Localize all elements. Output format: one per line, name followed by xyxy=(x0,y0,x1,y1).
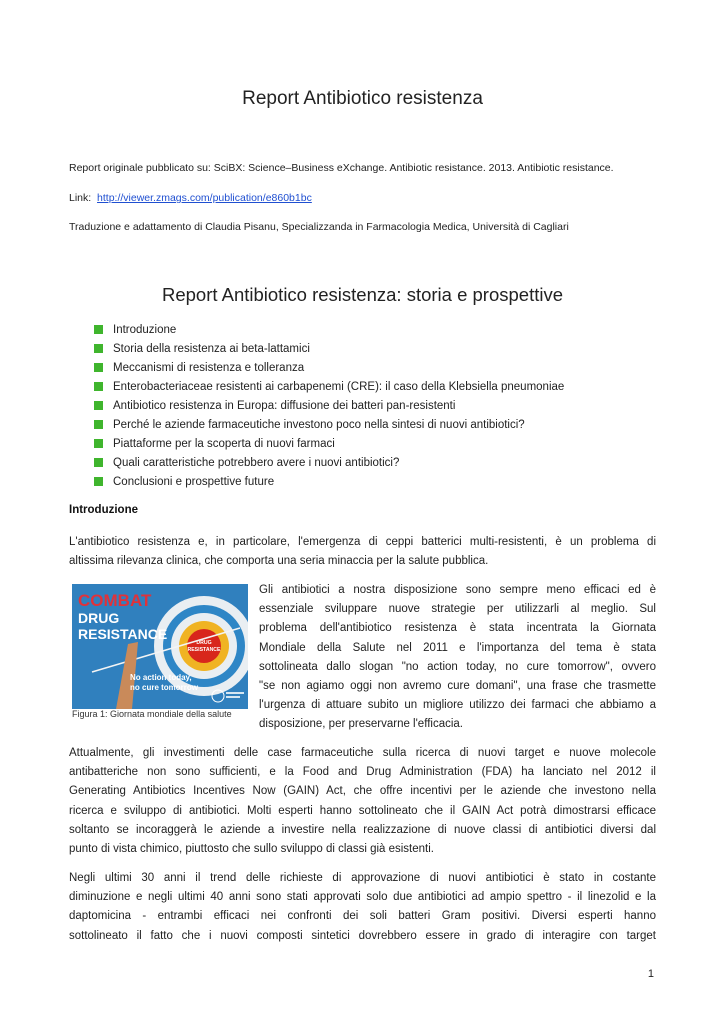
green-square-bullet-icon xyxy=(94,325,103,334)
section-heading: Introduzione xyxy=(69,504,138,516)
figure-slogan-2: no cure tomorrow xyxy=(130,683,199,692)
figure-slogan-1: No action today, xyxy=(130,673,192,682)
page-number: 1 xyxy=(647,968,654,980)
green-square-bullet-icon xyxy=(94,401,103,410)
target-label-1: DRUG xyxy=(196,640,212,646)
figure-caption: Figura 1: Giornata mondiale della salute xyxy=(72,709,232,719)
approval-trend-paragraph: Negli ultimi 30 anni il trend delle richieste di approvazione di nuovi antibiotici è stato in costante diminuzione e negli ultimi 40 anni sono stati approvati solo due antibiotici ad ampio spettro - il linezolid e la daptomicina - entrambi efficaci nei confronti dei soli batteri Gram positivi. Diversi esperti hanno sottolineato il fatto che i nuovi composti sintetici dovrebbero essere in grado di interagire con target xyxy=(69,872,656,942)
green-square-bullet-icon xyxy=(94,382,103,391)
translation-credit: Traduzione e adattamento di Claudia Pisanu, Specializzanda in Farmacologia Medica, Università di Cagliari xyxy=(69,221,569,233)
green-square-bullet-icon xyxy=(94,420,103,429)
report-subtitle: Report Antibiotico resistenza: storia e prospettive xyxy=(161,284,564,305)
toc-item: Conclusioni e prospettive future xyxy=(94,472,564,491)
target-label-2: RESISTANCE xyxy=(187,647,221,653)
table-of-contents xyxy=(94,320,564,491)
figure-word-drug: DRUG xyxy=(78,610,120,626)
toc-item: Quali caratteristiche potrebbero avere i nuovi antibiotici? xyxy=(94,453,564,472)
toc-item: Storia della resistenza ai beta-lattamici xyxy=(94,339,564,358)
figure-word-resistance: RESISTANCE xyxy=(78,626,168,642)
toc-item: Perché le aziende farmaceutiche investono poco nella sintesi di nuovi antibiotici? xyxy=(94,415,564,434)
publication-link[interactable]: http://viewer.zmags.com/publication/e860b1bc xyxy=(97,192,312,204)
link-line xyxy=(69,192,312,204)
green-square-bullet-icon xyxy=(94,363,103,372)
toc-item: Piattaforme per la scoperta di nuovi farmaci xyxy=(94,434,564,453)
intro-paragraph: L'antibiotico resistenza e, in particolare, l'emergenza di ceppi batterici multi-resistenti, è un problema di altissima rilevanza clinica, che comporta una seria minaccia per la salute pubblica. xyxy=(69,536,656,568)
link-label: Link: xyxy=(69,192,92,204)
world-health-day-figure xyxy=(72,584,248,709)
green-square-bullet-icon xyxy=(94,477,103,486)
green-square-bullet-icon xyxy=(94,458,103,467)
toc-item: Antibiotico resistenza in Europa: diffusione dei batteri pan-resistenti xyxy=(94,396,564,415)
toc-item: Introduzione xyxy=(94,320,564,339)
toc-item: Meccanismi di resistenza e tolleranza xyxy=(94,358,564,377)
gain-act-paragraph: Attualmente, gli investimenti delle case farmaceutiche sulla ricerca di nuovi target e nuove molecole antibatteriche non sono sufficienti, e la Food and Drug Administration (FDA) ha lanciato nel 2012 il Generating Antibiotics Incentives Now (GAIN) Act, che offre incentivi per le aziende che investono nella ricerca e sviluppo di antibiotici. Molti esperti hanno sottolineato che il GAIN Act potrà dimostrarsi efficace soltanto se incoraggerà le aziende a investire nella realizzazione di nuove classi di antibiotici diversi dal punto di vista chimico, piuttosto che sullo sviluppo di classi già esistenti. xyxy=(69,747,656,856)
wrapped-paragraph: Gli antibiotici a nostra disposizione sono sempre meno efficaci ed è essenziale sviluppare nuove strategie per utilizzarli al meglio. Sul problema dell'antibiotico resistenza è stata incentrata la Giornata Mondiale della Salute nel 2011 e l'importanza del tema è stata sottolineata dallo slogan "no action today, no cure tomorrow", ovvero "se non agiamo oggi non avremo cure domani", una frase che trasmette l'urgenza di attuare subito un migliore utilizzo dei farmaci che abbiamo a disposizione, per preservarne l'efficacia. xyxy=(259,584,656,731)
green-square-bullet-icon xyxy=(94,439,103,448)
green-square-bullet-icon xyxy=(94,344,103,353)
combat-drug-resistance-image xyxy=(72,584,248,709)
document-title: Report Antibiotico resistenza xyxy=(242,88,483,109)
toc-item: Enterobacteriaceae resistenti ai carbapenemi (CRE): il caso della Klebsiella pneumoniae xyxy=(94,377,564,396)
source-line: Report originale pubblicato su: SciBX: Science–Business eXchange. Antibiotic resistance. 2013. Antibiotic resistance. xyxy=(69,162,614,174)
figure-word-combat: COMBAT xyxy=(78,591,152,610)
